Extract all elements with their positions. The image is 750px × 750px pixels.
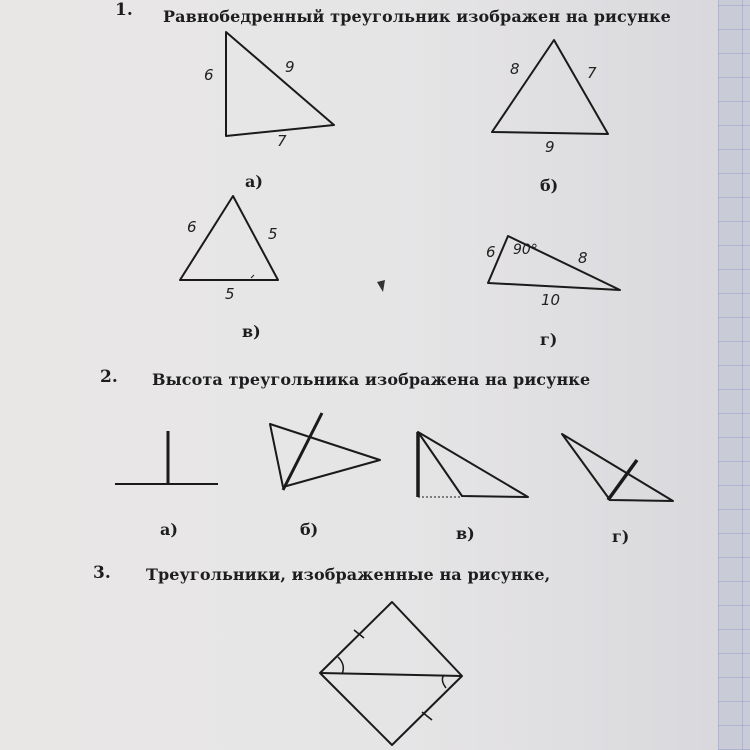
- question-3-text: Треугольники, изображенные на рисунке,: [146, 565, 551, 584]
- question-2-text: Высота треугольника изображена на рисунке: [152, 370, 591, 389]
- notebook-edge: [718, 0, 750, 750]
- tri-d-side-left: 6: [486, 243, 496, 261]
- question-2-number: 2.: [100, 367, 118, 387]
- q2c-triangle: [418, 432, 528, 497]
- tri-c-side-left: 6: [187, 218, 197, 236]
- q1-label-a: а): [245, 172, 263, 191]
- tri-c-side-right: 5: [268, 225, 278, 243]
- pen-mark: [377, 280, 385, 292]
- tri-d-side-right: 8: [578, 249, 588, 267]
- q2-label-b: б): [300, 520, 319, 539]
- triangle-b: [492, 40, 608, 134]
- triangle-c: [180, 196, 278, 280]
- q2d-triangle: [562, 434, 673, 501]
- question-1-number: 1.: [115, 0, 133, 20]
- tri-a-side-bottom: 7: [277, 132, 287, 150]
- tri-a-side-left: 6: [204, 66, 214, 84]
- tri-b-side-bottom: 9: [545, 138, 555, 156]
- q2-label-a: а): [160, 520, 178, 539]
- tri-d-side-bottom: 10: [541, 291, 561, 309]
- tri-c-side-bottom: 5: [225, 285, 235, 303]
- q2b-triangle: [270, 424, 380, 487]
- triangle-d: [488, 236, 620, 290]
- question-3-number: 3.: [93, 563, 111, 583]
- tri-d-right-angle: 90°: [513, 242, 538, 258]
- q2d-line: [608, 460, 637, 500]
- question-1-text: Равнобедренный треугольник изображен на рисунке: [163, 7, 671, 26]
- q1-label-b: б): [540, 176, 559, 195]
- q3-diagonal: [320, 673, 462, 676]
- tri-b-side-right: 7: [587, 64, 597, 82]
- tri-a-side-hyp: 9: [285, 58, 295, 76]
- triangle-a: [226, 32, 334, 136]
- q2-label-c: в): [456, 524, 475, 543]
- tri-b-side-left: 8: [510, 60, 520, 78]
- q2-label-d: г): [612, 527, 630, 546]
- q1-label-d: г): [540, 330, 558, 349]
- q1-label-c: в): [242, 322, 261, 341]
